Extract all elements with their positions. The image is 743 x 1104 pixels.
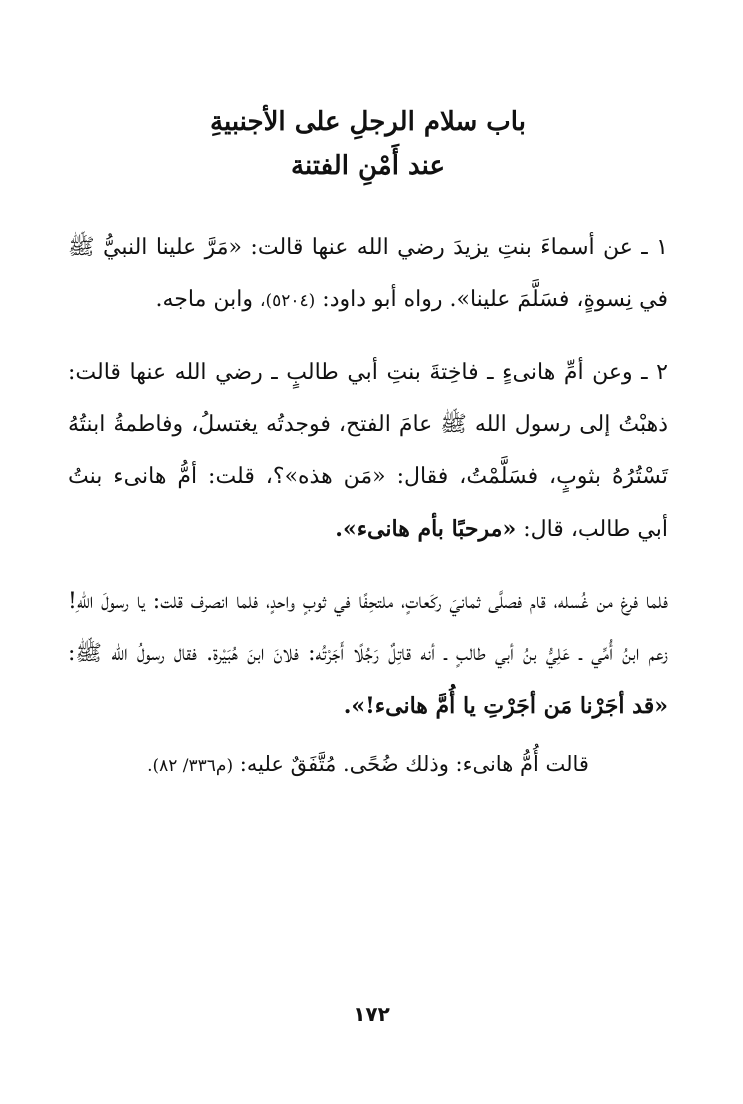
hadith-2-bold-quote: «مرحبًا بأم هانىء». <box>335 516 517 542</box>
hadith-2-continuation <box>68 576 668 733</box>
paragraph-gap <box>68 327 668 347</box>
hadith-2-text: ٢ ـ وعن أمِّ هانىءٍ ـ فاخِتةَ بنتِ أبي طالبٍ ـ رضي الله عنها قالت: ذهبْتُ إلى رسول الله ﷺ عامَ الفتح، فوجدتُه يغتسلُ، وفاطمةُ ابنتُهُ تَسْتُرُهُ بثوبٍ، فسَلَّمْتُ، فقال: «مَن هذه»؟، قلت: أمُّ هانىء بنتُ أبي طالب، قال: <box>68 360 668 542</box>
page-number: ١٧٢ <box>353 1002 390 1026</box>
hadith-2-continuation-text: فلما فرغ من غُسله، قام فصلَّى ثمانيَ ركَعاتٍ، ملتحِفًا في ثوبٍ واحدٍ، فلما انصرف قلت: يا رسولَ اللهِ! زعم ابنُ أُمِّي ـ عَلِيُّ بنُ أبي طالبٍ ـ أنه قاتِلٌ رَجُلًا أَجَرْتُه: فلانَ ابنَ هُبَيْرة. فقال رسولُ الله ﷺ: <box>68 589 668 666</box>
hadith-1-reference: (٥٢٠٤)، <box>260 291 316 311</box>
footnote-text: قالت أُمُّ هانىء: وذلك ضُحًى. مُتَّفَقٌ عليه: <box>239 752 589 776</box>
hadith-1-text: ١ ـ عن أسماءَ بنتِ يزيدَ رضي الله عنها قالت: «مَرَّ علينا النبيُّ ﷺ في نِسوةٍ، فسَلَّمَ علينا». رواه أبو داود: <box>68 235 668 312</box>
page-content <box>68 100 668 810</box>
footnote-reference: (م٣٣٦/ ٨٢). <box>147 756 234 776</box>
footnote <box>68 741 668 789</box>
hadith-2 <box>68 347 668 556</box>
hadith-2-continuation-bold-quote: «قد أجَرْنا مَن أجَرْتِ يا أُمَّ هانىء!». <box>343 693 668 719</box>
hadith-1 <box>68 222 668 327</box>
chapter-title <box>68 100 668 188</box>
chapter-title-line-2: عند أَمْنِ الفتنة <box>291 151 445 181</box>
paragraph-gap <box>68 556 668 576</box>
hadith-1-text-end: وابن ماجه. <box>155 287 253 312</box>
chapter-title-line-1: باب سلام الرجلِ على الأجنبيةِ <box>210 107 526 137</box>
